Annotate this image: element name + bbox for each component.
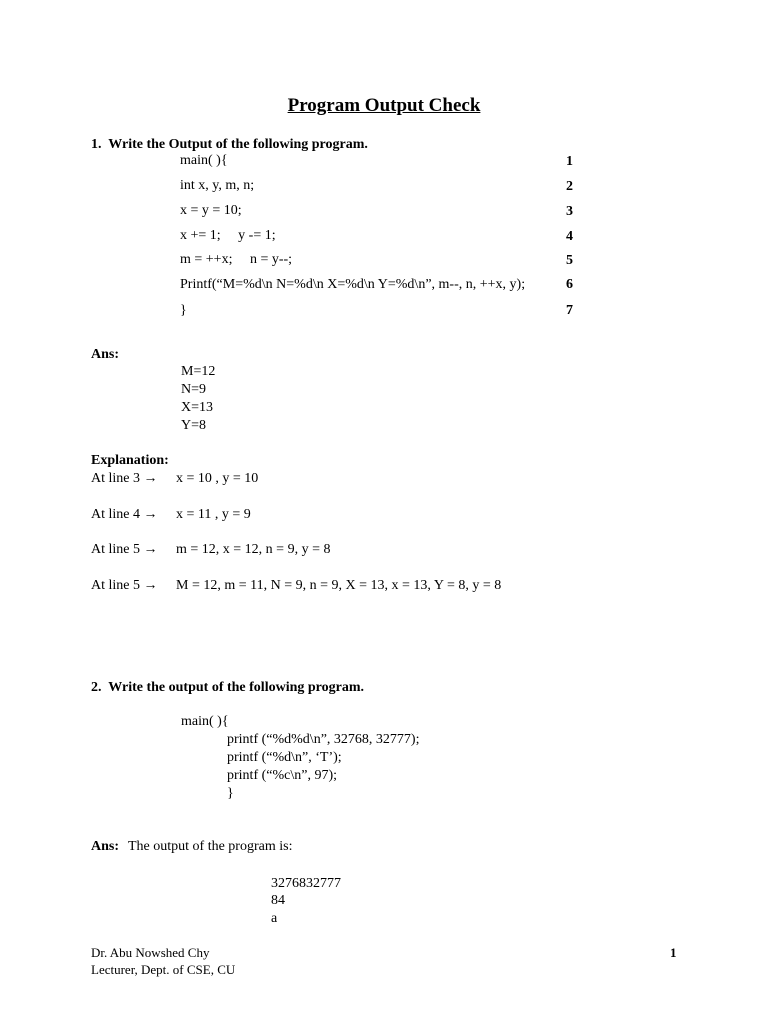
q2-ans-label: Ans: [91,839,120,854]
explanation-text: M = 12, m = 11, N = 9, n = 9, X = 13, x = 13, Y = 8, y = 8 [176,578,502,593]
q1-code-line: Printf(“M=%d\n N=%d\n X=%d\n Y=%d\n”, m--, n, ++x, y); [180,277,526,292]
q1-line-number: 1 [566,154,573,169]
q2-output: 3276832777 [271,876,341,891]
q2-ans-text: The output of the program is: [128,839,293,854]
q1-line-number: 2 [566,179,573,194]
q2-code-line: printf (“%d\n”, ‘T’); [227,750,342,765]
q2-code-line: main( ){ [181,714,229,729]
q1-ans-label: Ans: [91,347,120,362]
explanation-at: At line 5 → [91,578,158,593]
q1-line-number: 5 [566,253,573,268]
q2-code-line: } [227,786,234,801]
explanation-at: At line 5 → [91,542,158,557]
page-number: 1 [670,945,677,960]
q1-answer: N=9 [181,382,207,397]
q1-code-line: int x, y, m, n; [180,178,255,193]
q1-heading: 1. Write the Output of the following program. [91,137,368,152]
page-title: Program Output Check [287,95,481,116]
footer-position: Lecturer, Dept. of CSE, CU [91,962,236,977]
q1-explanation-label: Explanation: [91,453,169,468]
explanation-text: x = 11 , y = 9 [176,507,251,522]
explanation-text: m = 12, x = 12, n = 9, y = 8 [176,542,331,557]
q1-code-line: } [180,303,187,318]
q1-code-line: x = y = 10; [180,203,242,218]
q2-output: 84 [271,893,285,908]
explanation-text: x = 10 , y = 10 [176,471,259,486]
q2-code-line: printf (“%c\n”, 97); [227,768,338,783]
q2-output: a [271,911,278,926]
explanation-at: At line 3 → [91,471,158,486]
q1-code-line: m = ++x; n = y--; [180,252,293,267]
q1-line-number: 4 [566,229,573,244]
q1-answer: X=13 [181,400,214,415]
q1-line-number: 7 [566,303,573,318]
q1-code-line: main( ){ [180,153,228,168]
q1-line-number: 6 [566,277,573,292]
q2-heading: 2. Write the output of the following program. [91,680,364,695]
q1-code-line: x += 1; y -= 1; [180,228,276,243]
footer-author: Dr. Abu Nowshed Chy [91,945,210,960]
q1-line-number: 3 [566,204,573,219]
q2-code-line: printf (“%d%d\n”, 32768, 32777); [227,732,420,747]
q1-answer: M=12 [181,364,216,379]
q1-answer: Y=8 [181,418,207,433]
explanation-at: At line 4 → [91,507,158,522]
